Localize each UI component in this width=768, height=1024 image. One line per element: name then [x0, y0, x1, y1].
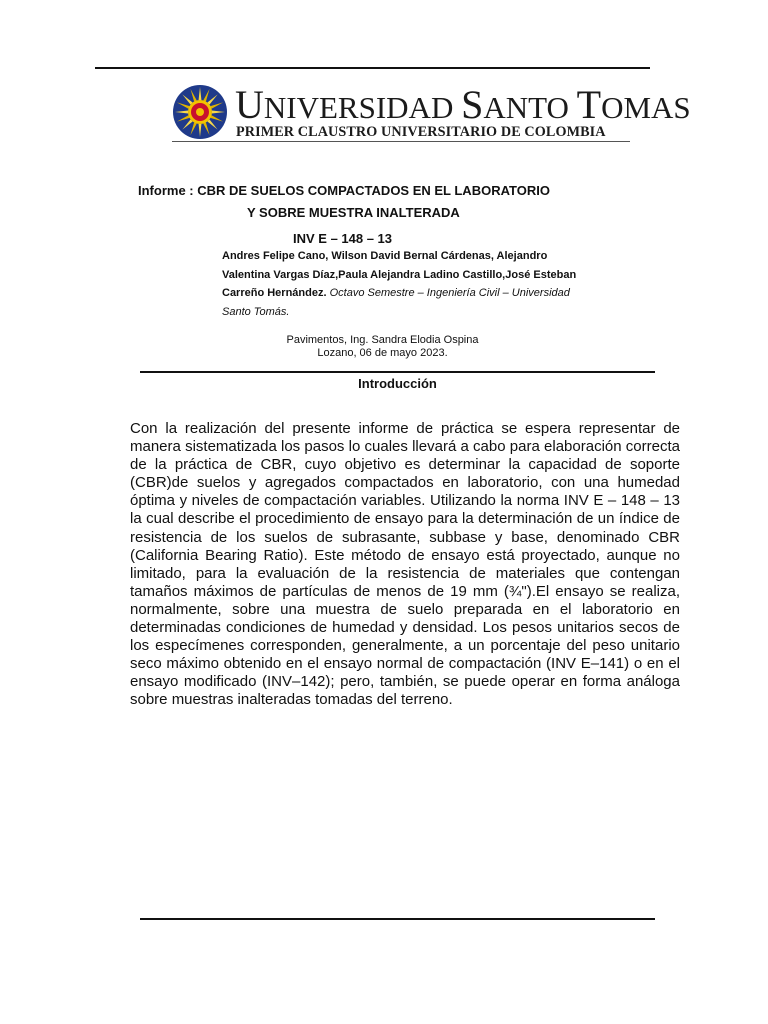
course-info: Pavimentos, Ing. Sandra Elodia Ospina: [286, 334, 479, 346]
header-divider: [172, 141, 630, 142]
report-title-line-1: [138, 183, 550, 198]
university-name: UNIVERSIDAD SANTO TOMAS: [235, 82, 691, 127]
report-label: Informe :: [138, 183, 194, 198]
university-seal-icon: [172, 84, 228, 140]
top-divider: [95, 67, 650, 69]
report-title-line-2: Y SOBRE MUESTRA INALTERADA: [247, 205, 460, 220]
section-heading-introduccion: Introducción: [358, 376, 437, 391]
place-date: Lozano, 06 de mayo 2023.: [317, 347, 448, 359]
authors-block: [222, 247, 582, 321]
report-code: INV E – 148 – 13: [293, 231, 393, 246]
bottom-divider: [140, 918, 655, 920]
author-affiliation: Octavo Semestre – Ingeniería Civil – Universidad Santo Tomás.: [222, 287, 570, 318]
university-subtitle: PRIMER CLAUSTRO UNIVERSITARIO DE COLOMBIA: [236, 124, 606, 140]
introduction-paragraph: Con la realización del presente informe de práctica se espera representar de manera sistematizada los pasos lo cuales llevará a cabo para elaboración correcta de la práctica de CBR, cuyo objetivo es determinar la capacidad de soporte (CBR)de suelos y agregados compactados en laboratorio, con una humedad óptima y niveles de compactación variables. Utilizando la norma INV E – 148 – 13 la cual describe el procedimiento de ensayo para la determinación de un índice de resistencia de los suelos de subrasante, subbase y base, denominado CBR (California Bearing Ratio). Este método de ensayo está proyectado, aunque no limitado, para la evaluación de la resistencia de materiales que contengan tamaños máximos de partículas de menos de 19 mm (¾").El ensayo se realiza, normalmente, sobre una muestra de suelo preparada en el laboratorio en determinadas condiciones de humedad y densidad. Los pesos unitarios secos de los especímenes corresponden, generalmente, a un porcentaje del peso unitario seco máximo obtenido en el ensayo normal de compactación (INV E–141) o en el ensayo modificado (INV–142); pero, también, se puede operar en forma análoga sobre muestras inalteradas tomadas del terreno.: [130, 420, 680, 709]
intro-divider: [140, 371, 655, 373]
author-names: Andres Felipe Cano, Wilson David Bernal Cárdenas, Alejandro Valentina Vargas Díaz,Paula Alejandra Ladino Castillo,José Esteban Carreño Hernández.: [222, 250, 577, 299]
report-title-text: CBR DE SUELOS COMPACTADOS EN EL LABORATORIO: [193, 183, 550, 198]
